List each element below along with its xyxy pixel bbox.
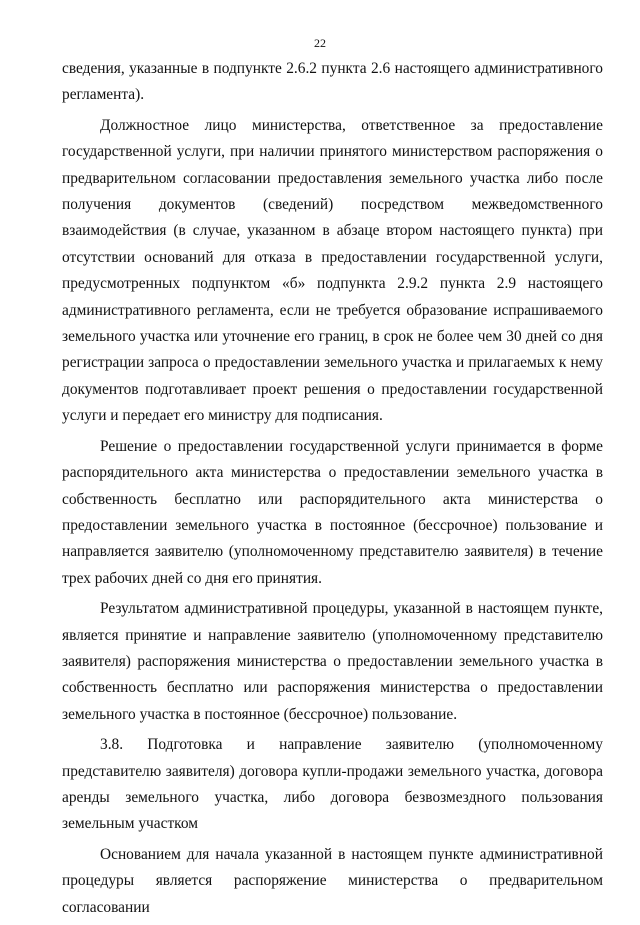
document-body	[62, 56, 603, 925]
paragraph-continuation: сведения, указанные в подпункте 2.6.2 пункта 2.6 настоящего административного регламента).	[62, 60, 603, 104]
paragraph-responsible-official: Должностное лицо министерства, ответственное за предоставление государственной услуги, при наличии принятого министерством распоряжения о предварительном согласовании предоставления земельного участка либо после получения документов (сведений) посредством межведомственного взаимодействия (в случае, указанном в абзаце втором настоящего пункта) при отсутствии оснований для отказа в предоставлении государственной услуги, предусмотренных подпунктом «б» подпункта 2.9.2 пункта 2.9 настоящего административного регламента, если не требуется образование испрашиваемого земельного участка или уточнение его границ, в срок не более чем 30 дней со дня регистрации запроса о предоставлении земельного участка и прилагаемых к нему документов подготавливает проект решения о предоставлении государственной услуги и передает его министру для подписания.	[62, 116, 603, 425]
paragraph-procedure-result: Результатом административной процедуры, указанной в настоящем пункте, является принятие и направление заявителю (уполномоченному представителю заявителя) распоряжения министерства о предоставлении земельного участка в собственность бесплатно или распоряжения министерства о предоставлении земельного участка в постоянное (бессрочное) пользование.	[62, 600, 603, 723]
page-number: 22	[314, 36, 326, 50]
paragraph-decision-form: Решение о предоставлении государственной услуги принимается в форме распорядительного акта министерства о предоставлении земельного участка в собственность бесплатно или распорядительного акта министерства о предоставлении земельного участка в постоянное (бессрочное) пользование и направляется заявителю (уполномоченному представителю заявителя) в течение трех рабочих дней со дня его принятия.	[62, 437, 603, 587]
paragraph-procedure-basis: Основанием для начала указанной в настоящем пункте административной процедуры является распоряжение министерства о предварительном согласовании	[62, 845, 603, 916]
section-heading-3-8: 3.8. Подготовка и направление заявителю (уполномоченному представителю заявителя) договора купли-продажи земельного участка, договора аренды земельного участка, либо договора безвозмездного пользования земельным участком	[62, 736, 603, 833]
